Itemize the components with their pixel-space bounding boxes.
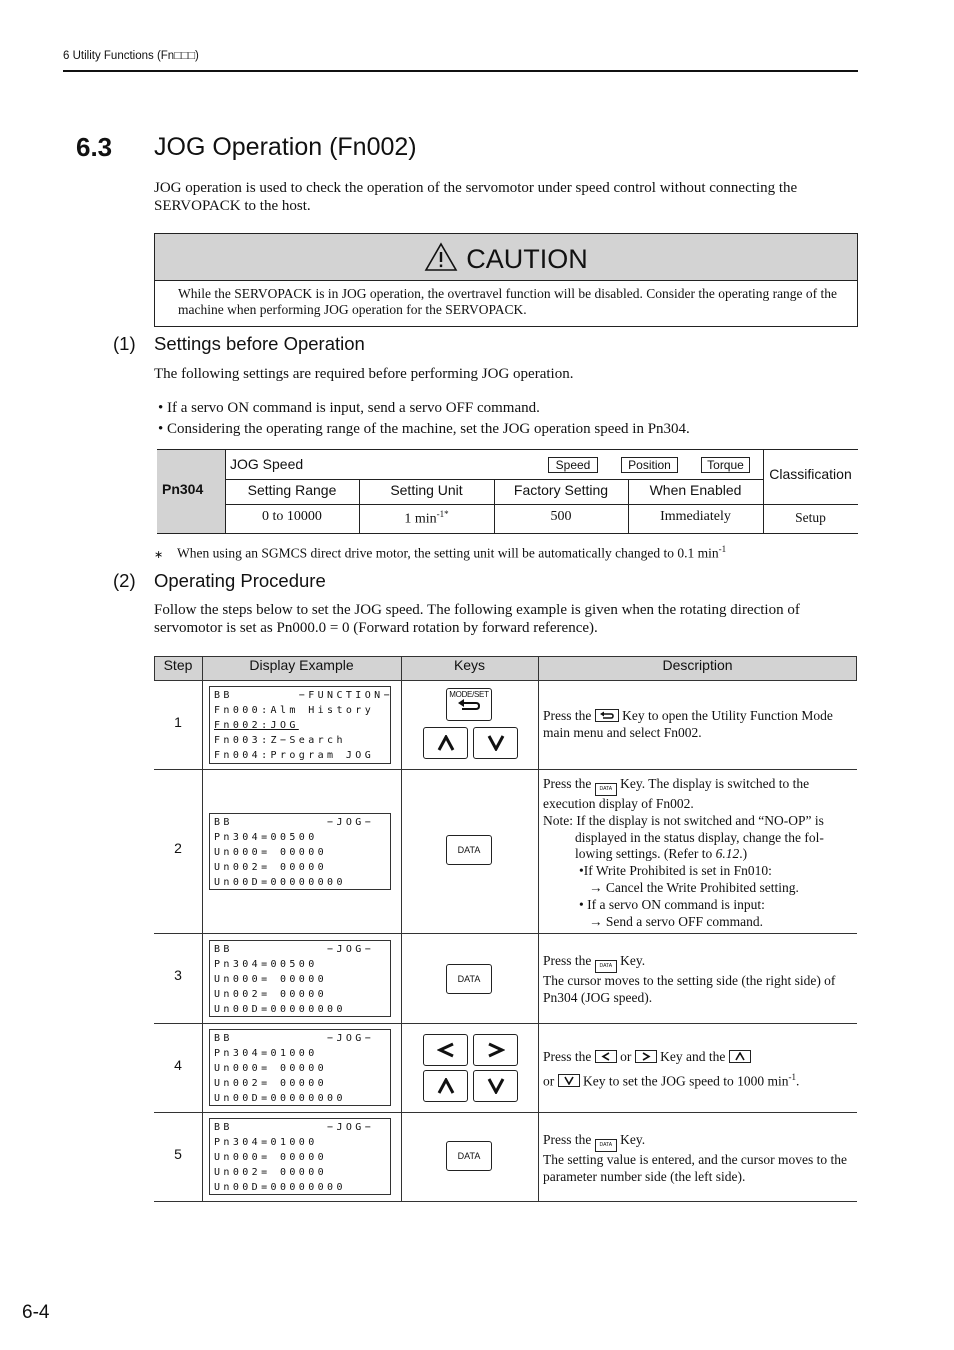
value-setting-range: 0 to 10000 [262,509,322,524]
mode-set-label: MODE/SET [449,690,489,699]
lcd-line: Fn003:Z−Search [214,735,346,746]
running-header: 6 Utility Functions (Fn□□□) [63,50,199,62]
param-id: Pn304 [162,481,204,497]
header-when-enabled: When Enabled [649,482,742,498]
data-key[interactable]: DATA [446,964,492,994]
step-number: 1 [174,714,182,730]
lcd-display [209,940,391,1017]
caution-text: While the SERVOPACK is in JOG operation, the overtravel function will be disabled. Consider the operating range of the machine when performing JOG operation for the SERVOPACK. [178,286,838,317]
lcd-line: BB −JOG− [214,1122,375,1133]
header-step: Step [163,657,193,673]
lcd-line: Un00D=00000000 [214,877,346,888]
data-key[interactable]: DATA [446,1141,492,1171]
mode-set-key-inline-icon [595,709,619,722]
tag-speed: Speed [548,457,598,473]
right-key-inline-icon [635,1050,657,1063]
subsection-2-number: (2) [113,570,136,591]
subsection-2-heading [113,570,326,592]
up-arrow-icon [437,735,455,751]
down-key[interactable] [473,1070,518,1102]
data-key-inline-icon: DATA [595,1139,617,1152]
lcd-line: Fn004:Program JOG [214,750,375,761]
warning-triangle-icon [424,242,458,277]
data-key[interactable]: DATA [446,835,492,865]
subsection-1-heading [113,333,365,355]
lcd-line: Pn304=00500 [214,959,318,970]
lcd-line: Un000= 00000 [214,847,328,858]
parameter-table [157,449,858,534]
step-number: 5 [174,1146,182,1162]
value-classification: Setup [795,510,826,525]
left-key-inline-icon [595,1050,617,1063]
subsection-1-number: (1) [113,333,136,354]
caution-header [155,234,857,281]
lcd-line: Un000= 00000 [214,974,328,985]
step-number: 4 [174,1057,182,1073]
lcd-display [209,686,391,764]
lcd-line: Fn000:Alm History [214,705,375,716]
footnote-text: When using an SGMCS direct drive motor, the setting unit will be automatically changed to 0.1 min [177,545,719,561]
lcd-line: BB −FUNCTION− [214,690,393,701]
step-description: Press the DATA Key. The display is switched to the execution display of Fn002. Note: If the display is not switched and “NO-OP” is displayed in the status display, change the fol- lowing settings. (Refer to 6.12.) •If Write Prohibited is set in Fn010: → Cancel the Write Prohibited setting. • If a servo ON command is input: → Send a servo OFF command. [543,776,824,929]
section-title: JOG Operation (Fn002) [154,133,417,161]
header-factory-setting: Factory Setting [513,482,609,498]
subsection-1-lead: The following settings are required before performing JOG operation. [154,366,574,382]
caution-title: CAUTION [466,244,588,274]
step-description: Press the Key to open the Utility Function Mode main menu and select Fn002. [543,708,833,740]
up-key[interactable] [423,1070,468,1102]
header-description: Description [662,657,733,673]
header-classification: Classification [769,466,852,482]
tag-position: Position [621,457,678,473]
data-key-inline-icon: DATA [595,960,617,973]
enter-arrow-icon [456,699,482,711]
footnote: ∗ When using an SGMCS direct drive motor, the setting unit will be automatically changed to 0.1 $\min^{-1}$ [154,544,727,561]
mode-set-key[interactable] [446,688,492,721]
down-arrow-icon [487,1078,505,1094]
intro-paragraph: JOG operation is used to check the operation of the servomotor under speed control without connecting the SERVOPACK to the host. [154,180,798,214]
left-key[interactable] [423,1034,468,1066]
caution-box [154,233,858,327]
lcd-line: BB −JOG− [214,1033,375,1044]
section-number: 6.3 [76,132,113,162]
value-when-enabled: Immediately [660,509,731,524]
lcd-line: Pn304=01000 [214,1048,318,1059]
lcd-line: Un000= 00000 [214,1063,328,1074]
lcd-display [209,1118,391,1195]
subsection-2-title: Operating Procedure [154,570,326,591]
value-factory-setting: 500 [550,509,572,524]
footnote-mark: ∗ [154,548,164,561]
step-description: Press the DATA Key. The cursor moves to the setting side (the right side) of Pn304 (JOG speed). [543,953,836,1005]
bullet-item: • Considering the operating range of the machine, set the JOG operation speed in Pn304. [158,421,690,437]
down-arrow-icon [487,735,505,751]
lcd-line: Pn304=01000 [214,1137,318,1148]
down-key[interactable] [473,727,518,759]
lcd-display [209,813,391,890]
value-setting-unit: 1 $\min^{-1*}$ [404,509,449,527]
lcd-line: Un00D=00000000 [214,1004,346,1015]
step-number: 2 [174,840,182,856]
param-name: JOG Speed [230,456,304,472]
lcd-display [209,1029,391,1106]
lcd-line: BB −JOG− [214,817,375,828]
lcd-line: BB −JOG− [214,944,375,955]
procedure-table [154,656,857,1202]
lcd-line: Un002= 00000 [214,1078,328,1089]
lcd-line: Un00D=00000000 [214,1182,346,1193]
down-key-inline-icon [558,1074,580,1087]
right-arrow-icon [487,1042,505,1058]
subsection-2-lead: Follow the steps below to set the JOG speed. The following example is given when the rotating direction of servomotor is set as Pn000.0 = 0 (Forward rotation by forward reference). [154,602,800,636]
header-setting-unit: Setting Unit [390,482,463,498]
up-arrow-icon [437,1078,455,1094]
lcd-line: Un002= 00000 [214,1167,328,1178]
lcd-line: Un000= 00000 [214,1152,328,1163]
lcd-line: Fn002:JOG [214,720,299,731]
step-number: 3 [174,967,182,983]
lcd-line: Un002= 00000 [214,989,328,1000]
up-key[interactable] [423,727,468,759]
header-display-example: Display Example [249,657,354,673]
lcd-line: Un00D=00000000 [214,1093,346,1104]
lcd-line: Pn304=00500 [214,832,318,843]
right-key[interactable] [473,1034,518,1066]
subsection-1-title: Settings before Operation [154,333,365,354]
data-key-inline-icon: DATA [595,783,617,796]
step-description: Press the DATA Key. The setting value is entered, and the cursor moves to the parameter number side (the left side). [543,1132,848,1184]
up-key-inline-icon [729,1050,751,1063]
page-number: 6-4 [22,1302,50,1323]
step-description: Press the or Key and the or Key to set the JOG speed to 1000 $\min^{-1}$. [543,1049,800,1089]
left-arrow-icon [437,1042,455,1058]
lcd-line: Un002= 00000 [214,862,328,873]
header-keys: Keys [453,657,486,673]
header-rule [63,70,858,72]
header-setting-range: Setting Range [247,482,337,498]
bullet-item: • If a servo ON command is input, send a servo OFF command. [158,400,540,416]
tag-torque: Torque [701,457,750,473]
